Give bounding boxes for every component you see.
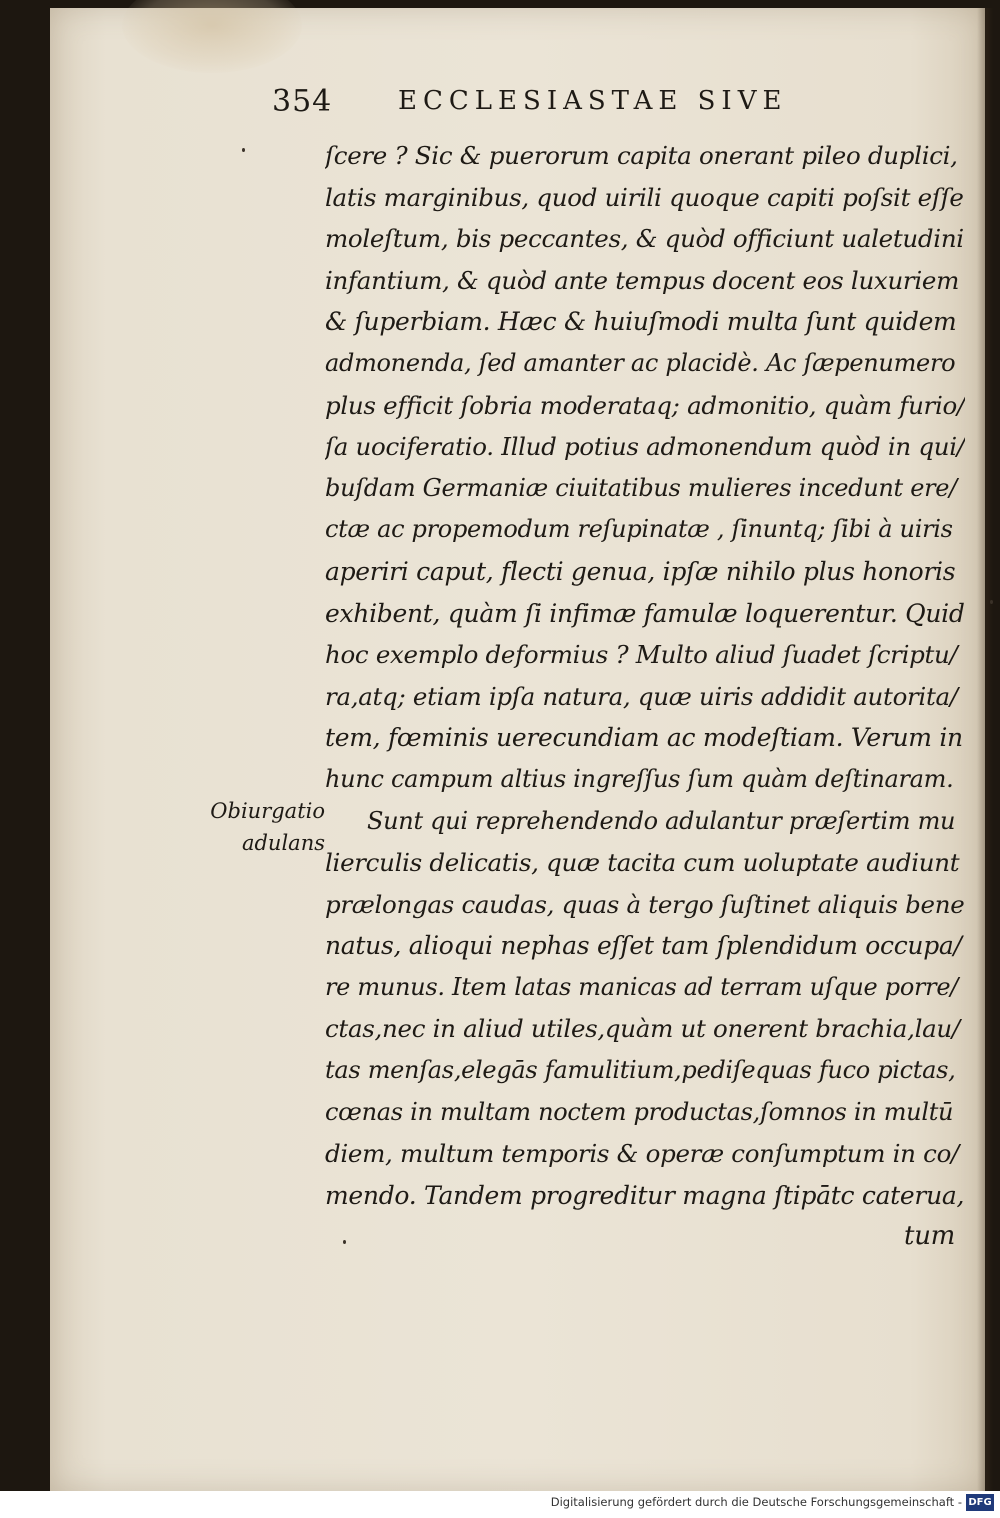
text-line: hunc campum altius ingreſſus ſum quàm deſtinaram. xyxy=(325,764,954,793)
text-line: ra,atq; etiam ipſa natura, quæ uiris addidit autorita/ xyxy=(325,681,958,711)
text-line: prælongas caudas, quas à tergo ſuſtinet aliquis bene xyxy=(325,889,965,919)
text-line: infantium, & quòd ante tempus docent eos luxuriem xyxy=(325,265,960,295)
page-number: 354 xyxy=(272,84,333,119)
text-line: mendo. Tandem progreditur magna ſtipātc caterua, xyxy=(325,1180,965,1210)
water-stain xyxy=(122,0,302,73)
dfg-logo: DFG xyxy=(966,1494,994,1511)
text-line: moleſtum, bis peccantes, & quòd officiunt ualetudini xyxy=(325,224,964,254)
text-line: tem, fœminis uerecundiam ac modeſtiam. Verum in xyxy=(325,723,963,753)
text-line: tas menſas,elegās famulitium,pediſequas fuco pictas, xyxy=(325,1056,956,1085)
text-line: & ſuperbiam. Hæc & huiuſmodi multa ſunt quidem xyxy=(325,307,957,337)
text-line: buſdam Germaniæ ciuitatibus mulieres incedunt ere/ xyxy=(325,473,957,502)
page-edge-shadow xyxy=(977,8,993,1491)
marginal-note xyxy=(200,795,325,859)
text-line: ctas,nec in aliud utiles,quàm ut onerent brachia,lau/ xyxy=(325,1014,960,1044)
ink-speck xyxy=(343,1240,346,1244)
ink-speck xyxy=(242,148,245,152)
catchword: tum xyxy=(904,1221,955,1252)
text-line: aperiri caput, flecti genua, ipſæ nihilo plus honoris xyxy=(325,556,956,586)
footer-bar xyxy=(0,1491,1000,1518)
text-line: lierculis delicatis, quæ tacita cum uoluptate audiunt xyxy=(325,848,960,878)
text-line: natus, alioqui nephas eſſet tam ſplendidum occupa/ xyxy=(325,931,962,961)
ink-speck xyxy=(990,600,993,604)
text-line: re munus. Item latas manicas ad terram uſque porre/ xyxy=(325,972,959,1001)
paragraph-start-line: Sunt qui reprehendendo adulantur præſertim mu xyxy=(367,806,956,835)
text-line: ctæ ac propemodum reſupinatæ , ſinuntq; ſibi à uiris xyxy=(325,515,953,544)
marginal-note-line: adulans xyxy=(241,831,325,855)
funding-credit: Digitalisierung gefördert durch die Deutsche Forschungsgemeinschaft - xyxy=(550,1495,962,1509)
text-line: diem, multum temporis & operæ conſumptum in co/ xyxy=(325,1139,959,1169)
text-line: ſa uociferatio. Illud potius admonendum quòd in qui/ xyxy=(325,432,965,462)
text-line: admonenda, ſed amanter ac placidè. Ac ſæpenumero xyxy=(325,348,956,377)
text-line: latis marginibus, quod uirili quoque capiti poſsit eſſe xyxy=(325,182,964,212)
body-text xyxy=(325,135,965,1258)
text-line: plus efficit ſobria moderataq; admonitio, quàm furio/ xyxy=(325,390,965,420)
text-line: cœnas in multam noctem productas,ſomnos in multū xyxy=(325,1097,954,1126)
text-line: hoc exemplo deformius ? Multo aliud ſuadet ſcriptu/ xyxy=(325,640,958,670)
marginal-note-line: Obiurgatio xyxy=(210,799,325,823)
running-head-title: ECCLESIASTAE SIVE xyxy=(398,86,788,116)
running-head xyxy=(272,84,912,124)
text-line: exhibent, quàm ſi infimæ famulæ loquerentur. Quid xyxy=(325,598,965,628)
text-line: ſcere ? Sic & puerorum capita onerant pileo duplici, xyxy=(325,141,958,170)
